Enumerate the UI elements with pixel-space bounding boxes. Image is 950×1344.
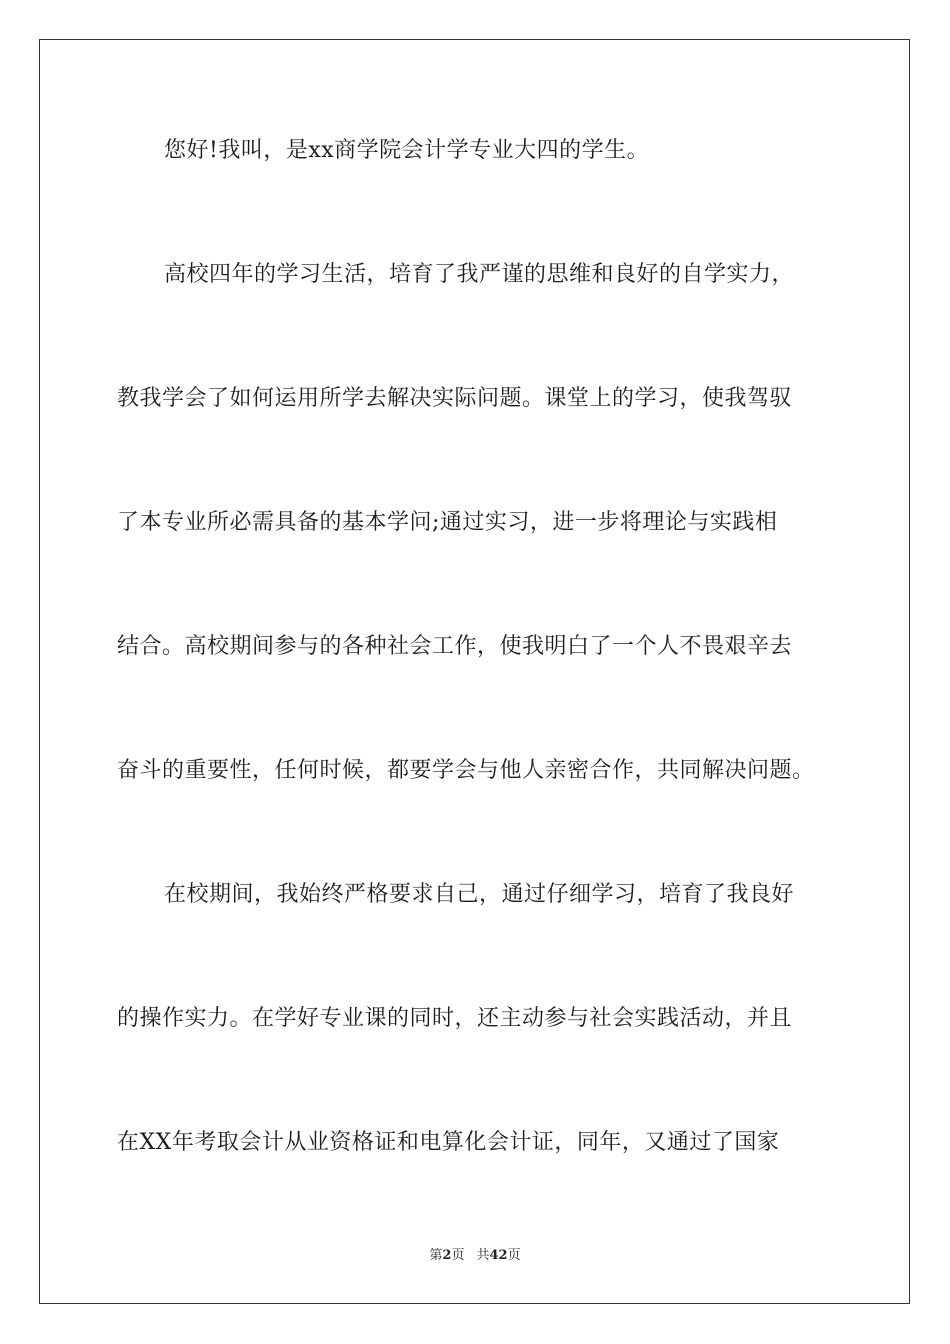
paragraph-3-line-3: 在XX年考取会计从业资格证和电算化会计证，同年，又通过了国家 <box>117 1130 780 1155</box>
page-suffix: 页 <box>451 1248 465 1263</box>
page-number: 2 <box>442 1248 452 1263</box>
total-pages: 42 <box>489 1248 508 1263</box>
paragraph-2-line-3: 了本专业所必需具备的基本学问;通过实习，进一步将理论与实践相 <box>117 510 778 535</box>
paragraph-2-line-5: 奋斗的重要性，任何时候，都要学会与他人亲密合作，共同解决问题。 <box>117 758 815 783</box>
total-prefix: 共 <box>476 1248 490 1263</box>
paragraph-2-line-4: 结合。高校期间参与的各种社会工作，使我明白了一个人不畏艰辛去 <box>117 634 793 659</box>
paragraph-1-line-1: 您好!我叫，是xx商学院会计学专业大四的学生。 <box>164 138 650 163</box>
page-prefix: 第 <box>429 1248 443 1263</box>
page-border <box>39 39 910 1304</box>
paragraph-2-line-1: 高校四年的学习生活，培育了我严谨的思维和良好的自学实力， <box>164 262 795 287</box>
paragraph-3-line-1: 在校期间，我始终严格要求自己，通过仔细学习，培育了我良好 <box>164 882 795 907</box>
page-footer <box>0 1247 950 1265</box>
total-suffix: 页 <box>507 1248 521 1263</box>
paragraph-2-line-2: 教我学会了如何运用所学去解决实际问题。课堂上的学习，使我驾驭 <box>117 386 793 411</box>
paragraph-3-line-2: 的操作实力。在学好专业课的同时，还主动参与社会实践活动，并且 <box>117 1006 793 1031</box>
